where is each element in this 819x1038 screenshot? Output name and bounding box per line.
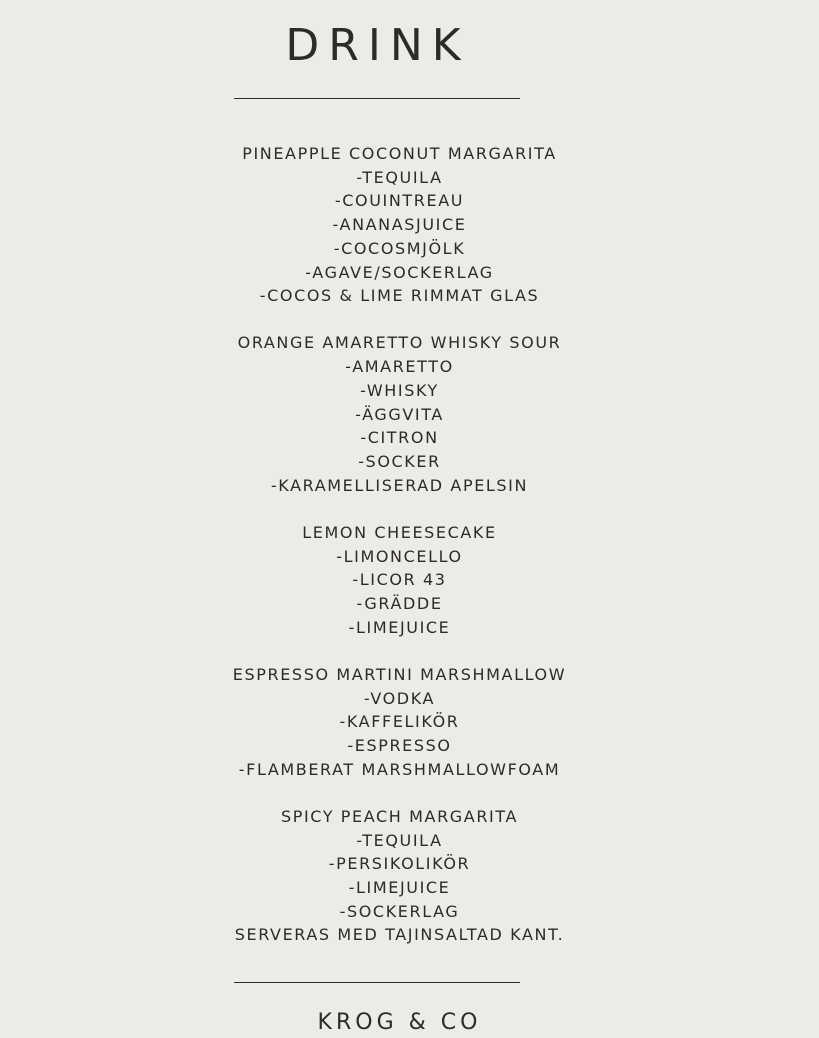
ingredient: -GRÄDDE: [356, 593, 443, 613]
ingredient: -SOCKERLAG: [339, 901, 460, 921]
drink-item: [0, 331, 799, 497]
drink-name: ESPRESSO MARTINI MARSHMALLOW: [232, 664, 567, 684]
ingredient: -ÄGGVITA: [355, 404, 444, 424]
drink-name: LEMON CHEESECAKE: [302, 522, 497, 542]
ingredient: -VODKA: [363, 688, 436, 708]
footer-brand: KROG & CO: [317, 1010, 482, 1035]
ingredient: -ESPRESSO: [347, 735, 452, 755]
ingredient: -PERSIKOLIKÖR: [328, 854, 471, 874]
ingredient: -FLAMBERAT MARSHMALLOWFOAM: [238, 759, 561, 779]
ingredient: -CITRON: [360, 428, 439, 448]
ingredient: -ANANASJUICE: [332, 215, 467, 235]
ingredient: -KAFFELIKÖR: [339, 712, 460, 732]
drink-item: [0, 521, 799, 640]
ingredient: -WHISKY: [360, 380, 439, 400]
ingredient: -TEQUILA: [356, 167, 443, 187]
ingredient: -KARAMELLISERAD APELSIN: [270, 475, 529, 495]
serving-note: SERVERAS MED TAJINSALTAD KANT.: [234, 925, 565, 945]
drink-item: [0, 142, 799, 308]
ingredient: -LIMONCELLO: [336, 546, 463, 566]
ingredient: -TEQUILA: [356, 830, 443, 850]
drink-item: [0, 663, 799, 782]
drink-name: ORANGE AMARETTO WHISKY SOUR: [237, 333, 562, 353]
ingredient: -SOCKER: [358, 451, 441, 471]
top-divider: [234, 98, 520, 99]
drink-name: SPICY PEACH MARGARITA: [280, 806, 519, 826]
ingredient: -COCOS & LIME RIMMAT GLAS: [259, 286, 540, 306]
ingredient: -LIMEJUICE: [348, 877, 451, 897]
ingredient: -LICOR 43: [352, 570, 447, 590]
ingredient: -AMARETTO: [345, 357, 454, 377]
drink-item: [0, 805, 799, 947]
bottom-divider: [234, 982, 520, 983]
ingredient: -COCOSMJÖLK: [333, 238, 466, 258]
menu-title: DRINK: [285, 20, 470, 71]
drink-name: PINEAPPLE COCONUT MARGARITA: [242, 144, 557, 163]
ingredient: -LIMEJUICE: [348, 617, 451, 637]
drink-list: [0, 142, 799, 971]
ingredient: -AGAVE/SOCKERLAG: [305, 262, 494, 282]
ingredient: -COUINTREAU: [334, 191, 465, 211]
